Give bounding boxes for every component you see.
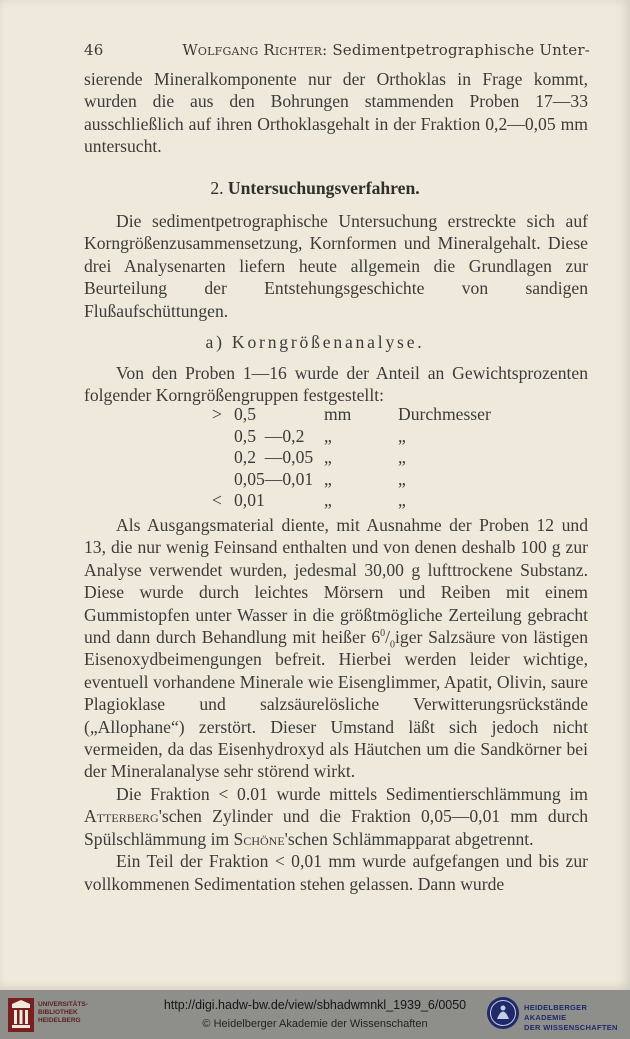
library-name-line: HEIDELBERG xyxy=(38,1017,81,1024)
author-name: Wolfgang Richter xyxy=(182,41,323,59)
library-name-line: BIBLIOTHEK xyxy=(38,1009,78,1016)
paragraph-5-part-c: 'schen Schlämmapparat abgetrennt. xyxy=(284,828,534,849)
paragraph-5 xyxy=(84,783,588,850)
text-block-method xyxy=(84,514,588,895)
text-block-intro xyxy=(84,68,588,158)
paragraph-1: sierende Mineralkomponente nur der Orthoklas in Frage kommt, wurden die aus den Bohrungen stammenden Proben 17—33 ausschließlich auf ihren Orthoklasgehalt in der Fraktion 0,2—0,05 mm untersucht. xyxy=(84,69,588,157)
size-group-row xyxy=(200,426,500,448)
page-number: 46 xyxy=(84,41,104,59)
ditto-mark: „ xyxy=(398,425,406,446)
paragraph-4-part-c: iger Salzsäure von lästigen Eisenoxydbeimengungen befreit. Hierbei werden leider wichtige, eventuell vorhandene Minerale wie Eisenglimmer, Apatit, Olivin, saure Plagioklase und salzsäurelösliche Verwitterungsrückstände („Allophane“) zerstört. Dieser Umstand läßt sich jedoch nicht vermeiden, da das Eisenhydroxyd als Häutchen um die Sandkörner bei der Mineralanalyse sehr störend wirkt. xyxy=(84,627,589,782)
paragraph-3: Von den Proben 1—16 wurde der Anteil an Gewichtsprozenten folgender Korngrößengruppen festgestellt: xyxy=(84,363,588,406)
unit-diameter: Durchmesser xyxy=(398,404,491,424)
subsection-heading: a) Korngrößenanalyse. xyxy=(205,332,425,352)
academy-name-line: HEIDELBERGER AKADEMIE xyxy=(524,1003,588,1022)
running-title-text: : Sedimentpetrographische Unter- xyxy=(322,41,590,59)
ditto-mark: „ xyxy=(324,425,332,446)
percent-slash: / xyxy=(385,627,391,648)
text-block-samples xyxy=(84,362,588,407)
running-title xyxy=(182,41,590,59)
ditto-mark: „ xyxy=(398,468,406,489)
ditto-mark: „ xyxy=(398,490,406,511)
size-group-row xyxy=(200,490,500,512)
ditto-mark: „ xyxy=(398,447,406,468)
section-number: 2. xyxy=(210,178,224,198)
paragraph-4 xyxy=(84,514,588,783)
section-title: Untersuchungsverfahren. xyxy=(227,178,420,198)
paragraph-5-part-b: 'schen Zylinder und die Fraktion 0,05—0,01 mm durch Spülschlämmung im xyxy=(84,806,588,849)
paragraph-5-part-a: Die Fraktion < 0.01 wurde mittels Sedimentierschlämmung im xyxy=(116,783,588,804)
text-block-section xyxy=(84,210,588,322)
ditto-mark: „ xyxy=(324,490,332,511)
grain-size-groups xyxy=(200,404,500,512)
paragraph-4-part-a: Als Ausgangsmaterial diente, mit Ausnahme der Proben 12 und 13, die nur wenig Feinsand enthalten und von denen deshalb 100 g zur Analyse verwendet wurden, jedesmal 30,00 g lufttrockene Substanz. Diese wurde durch leichtes Mörsern und Reiben mit einem Gummistopfen unter Wasser in die größtmögliche Zerteilung gebracht und dann durch Behandlung mit heißer 6 xyxy=(84,515,588,648)
comparison-sign: < xyxy=(212,490,222,511)
author-atterberg: Atterberg xyxy=(84,806,159,827)
paragraph-6: Ein Teil der Fraktion < 0,01 mm wurde aufgefangen und bis zur vollkommenen Sedimentation stehen gelassen. Dann wurde xyxy=(84,851,588,894)
unit-mm: mm xyxy=(324,404,352,424)
size-range: 0,01 xyxy=(234,490,265,511)
size-range: 0,5 —0,2 xyxy=(234,425,305,446)
viewer-footer xyxy=(0,990,630,1039)
percent-subscript: 0 xyxy=(390,639,396,651)
source-url-link[interactable]: http://digi.hadw-bw.de/view/sbhadwmnkl_1939_6/0050 xyxy=(163,998,467,1012)
copyright-notice: © Heidelberger Akademie der Wissenschaften xyxy=(202,1018,428,1030)
comparison-sign: > xyxy=(212,404,222,424)
size-group-row xyxy=(200,447,500,469)
size-group-row xyxy=(200,469,500,491)
paragraph-2: Die sedimentpetrographische Untersuchung erstreckte sich auf Korngrößenzusammensetzung, Kornformen und Mineralgehalt. Diese drei Analysenarten liefern heute allgemein die Grundlagen zur Beurteilung der Entstehungsgeschichte von sandigen Flußaufschüttungen. xyxy=(84,211,588,321)
size-group-row xyxy=(200,404,500,426)
academy-seal-icon xyxy=(486,996,520,1030)
academy-name xyxy=(524,1003,630,1033)
ditto-mark: „ xyxy=(324,468,332,489)
academy-name-line: DER WISSENSCHAFTEN xyxy=(524,1023,618,1032)
percent-superscript: 0 xyxy=(380,628,386,640)
size-range: 0,2 —0,05 xyxy=(234,447,314,468)
size-range: 0,5 xyxy=(234,404,256,424)
author-schoene: Schöne xyxy=(233,828,285,849)
ditto-mark: „ xyxy=(324,447,332,468)
section-heading xyxy=(0,178,630,199)
size-range: 0,05—0,01 xyxy=(234,468,314,489)
running-head xyxy=(84,41,590,65)
library-name-line: UNIVERSITÄTS- xyxy=(38,1001,88,1008)
